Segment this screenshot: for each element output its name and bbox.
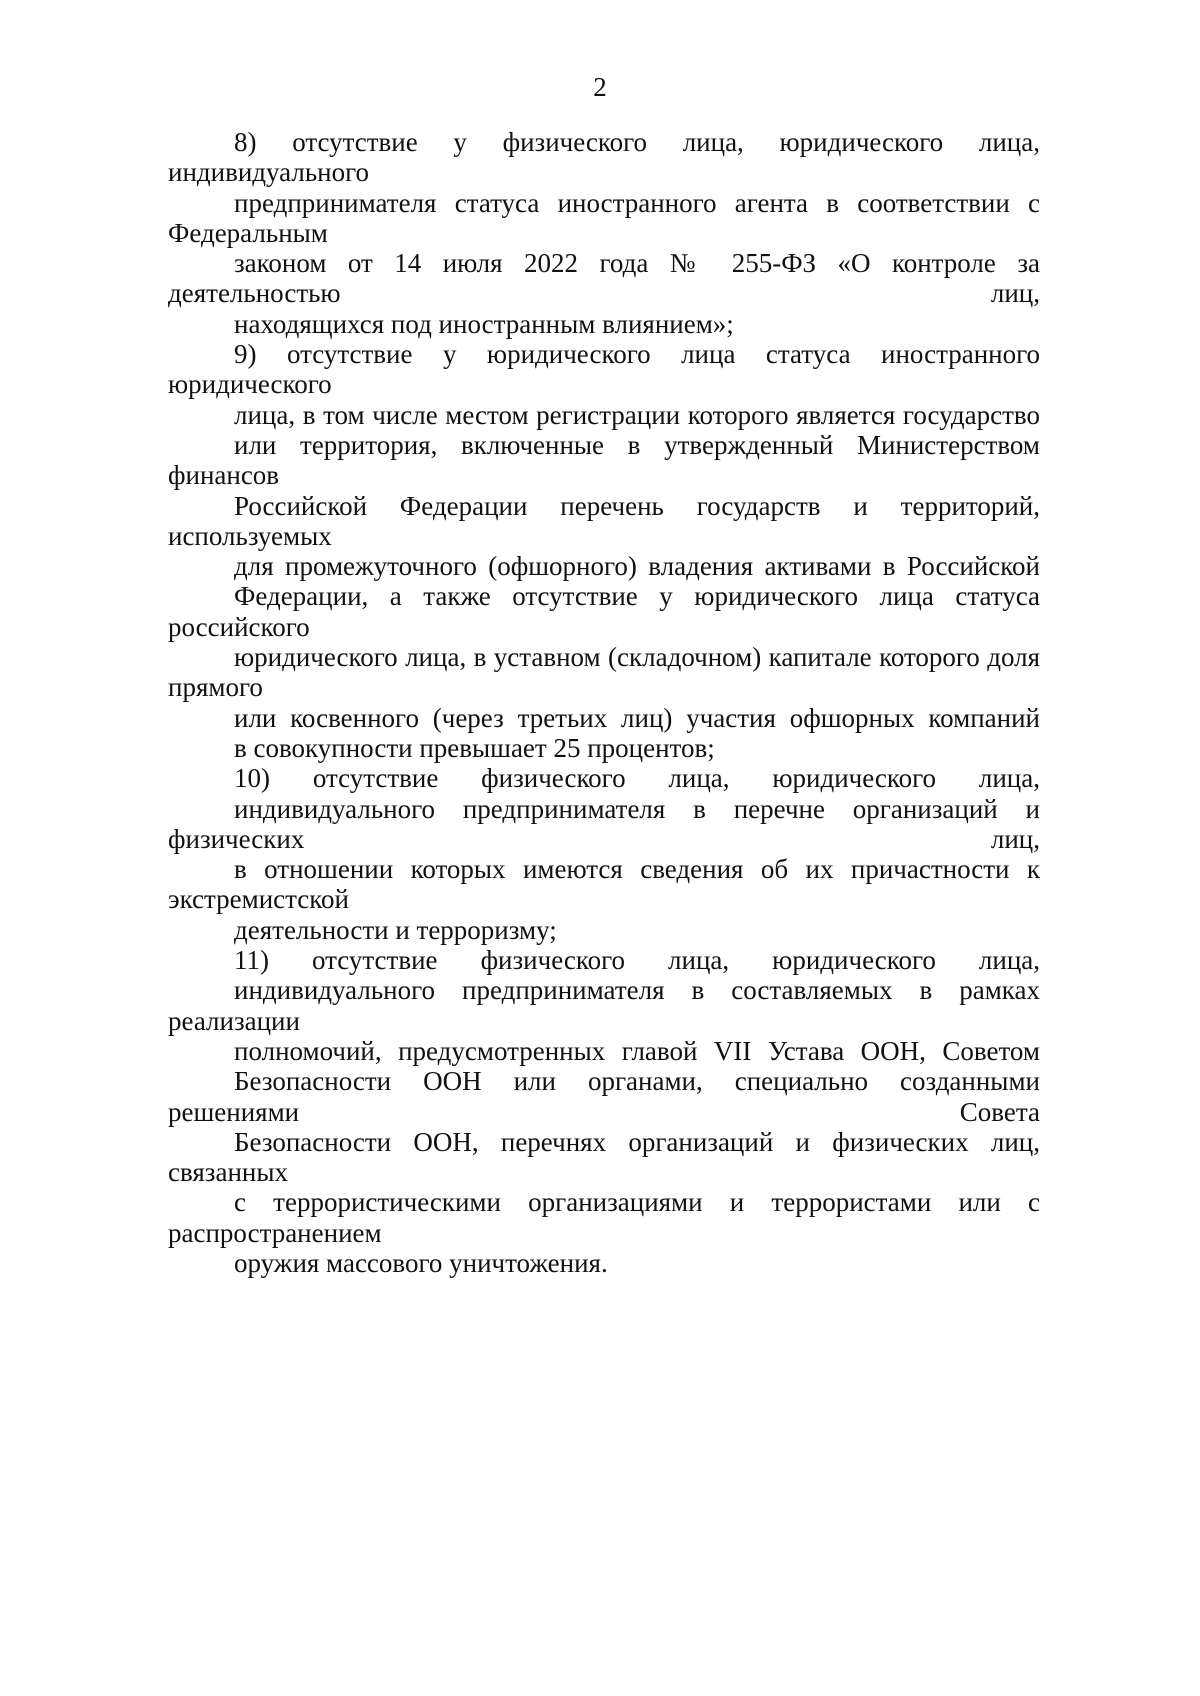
paragraph-line: в совокупности превышает 25 процентов; — [234, 732, 715, 763]
paragraph-line: полномочий, предусмотренных главой VII Устава ООН, Советом — [234, 1035, 1040, 1066]
paragraph-line: для промежуточного (офшорного) владения активами в Российской — [234, 551, 1040, 582]
paragraph-line: в отношении которых имеются сведения об их причастности к экстремистской — [168, 854, 1040, 915]
paragraph-line: законом от 14 июля 2022 года № 255-ФЗ «О контроле за деятельностью лиц, — [168, 248, 1040, 309]
paragraph-line: с террористическими организациями и террористами или с распространением — [168, 1187, 1040, 1248]
paragraph-item-8 — [168, 127, 1040, 339]
paragraph-line: индивидуального предпринимателя в составляемых в рамках реализации — [168, 975, 1040, 1036]
paragraph-line: Федерации, а также отсутствие у юридического лица статуса российского — [168, 581, 1040, 642]
paragraph-item-9 — [168, 339, 1040, 763]
paragraph-line: или косвенного (через третьих лиц) участия офшорных компаний — [234, 702, 1040, 733]
paragraph-line: индивидуального предпринимателя в перечне организаций и физических лиц, — [168, 793, 1040, 854]
paragraph-line: предпринимателя статуса иностранного агента в соответствии с Федеральным — [168, 187, 1040, 248]
paragraph-line: или территория, включенные в утвержденный Министерством финансов — [168, 429, 1040, 491]
paragraph-line: Безопасности ООН, перечнях организаций и физических лиц, связанных — [168, 1126, 1040, 1188]
document-body — [168, 127, 1040, 1278]
page-number: 2 — [593, 72, 607, 102]
paragraph-line: 9) отсутствие у юридического лица статуса иностранного юридического — [168, 339, 1040, 400]
paragraph-line: деятельности и терроризму; — [234, 914, 557, 945]
paragraph-item-10 — [168, 763, 1040, 945]
paragraph-line: лица, в том числе местом регистрации которого является государство — [234, 399, 1040, 430]
paragraph-line: находящихся под иностранным влиянием»; — [234, 308, 734, 339]
paragraph-line: 10) отсутствие физического лица, юридического лица, — [234, 763, 1040, 794]
paragraph-line: 8) отсутствие у физического лица, юридического лица, индивидуального — [168, 127, 1040, 188]
paragraph-line: оружия массового уничтожения. — [234, 1247, 608, 1278]
paragraph-line: 11) отсутствие физического лица, юридического лица, — [234, 945, 1040, 976]
paragraph-item-11 — [168, 945, 1040, 1278]
paragraph-line: Безопасности ООН или органами, специально созданными решениями Совета — [168, 1066, 1040, 1127]
paragraph-line: Российской Федерации перечень государств и территорий, используемых — [168, 490, 1040, 551]
paragraph-line: юридического лица, в уставном (складочном) капитале которого доля прямого — [168, 642, 1040, 703]
